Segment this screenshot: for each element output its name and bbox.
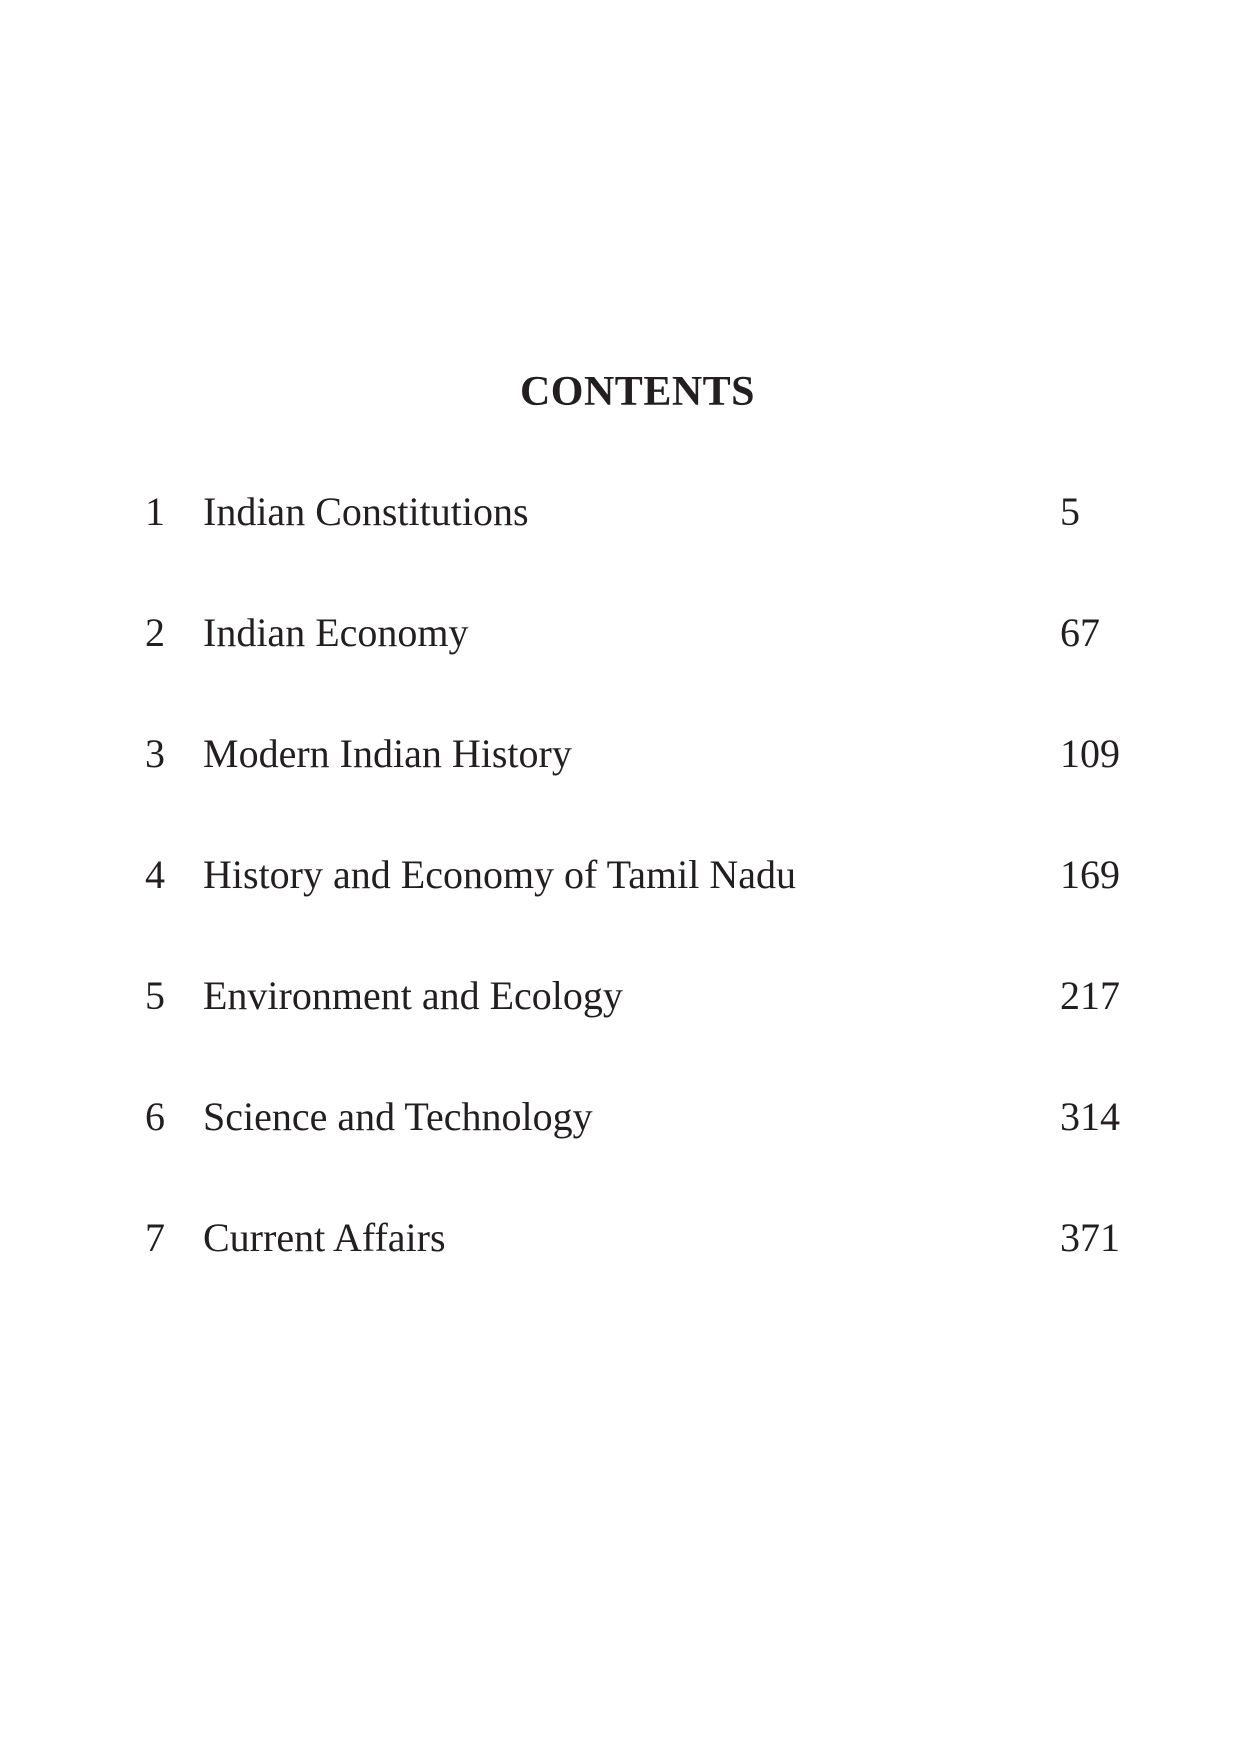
- page-number: 67: [1060, 610, 1100, 655]
- chapter-title: Indian Economy: [203, 610, 469, 655]
- page-number: 314: [1060, 1094, 1120, 1139]
- chapter-title: Current Affairs: [203, 1215, 446, 1260]
- page-number: 217: [1060, 973, 1120, 1018]
- chapter-title: Modern Indian History: [203, 731, 572, 776]
- chapter-number: 5: [145, 973, 165, 1018]
- toc-entry[interactable]: [145, 730, 1125, 851]
- chapter-number: 7: [145, 1215, 165, 1260]
- toc-entry[interactable]: [145, 851, 1125, 972]
- page-number: 109: [1060, 731, 1120, 776]
- toc-entry[interactable]: [145, 1093, 1125, 1214]
- toc-entry[interactable]: [145, 488, 1125, 609]
- chapter-title: Environment and Ecology: [203, 973, 623, 1018]
- chapter-number: 1: [145, 489, 165, 534]
- chapter-number: 6: [145, 1094, 165, 1139]
- toc-entry[interactable]: [145, 972, 1125, 1093]
- page-number: 371: [1060, 1215, 1120, 1260]
- chapter-number: 2: [145, 610, 165, 655]
- toc-entry[interactable]: [145, 1214, 1125, 1335]
- toc-entry[interactable]: [145, 609, 1125, 730]
- chapter-number: 3: [145, 731, 165, 776]
- chapter-title: Science and Technology: [203, 1094, 593, 1139]
- chapter-title: History and Economy of Tamil Nadu: [203, 852, 797, 897]
- page-number: 5: [1060, 489, 1080, 534]
- page-number: 169: [1060, 852, 1120, 897]
- chapter-number: 4: [145, 852, 165, 897]
- page-title: CONTENTS: [519, 369, 756, 415]
- chapter-title: Indian Constitutions: [203, 489, 529, 534]
- table-of-contents: [145, 488, 1125, 1335]
